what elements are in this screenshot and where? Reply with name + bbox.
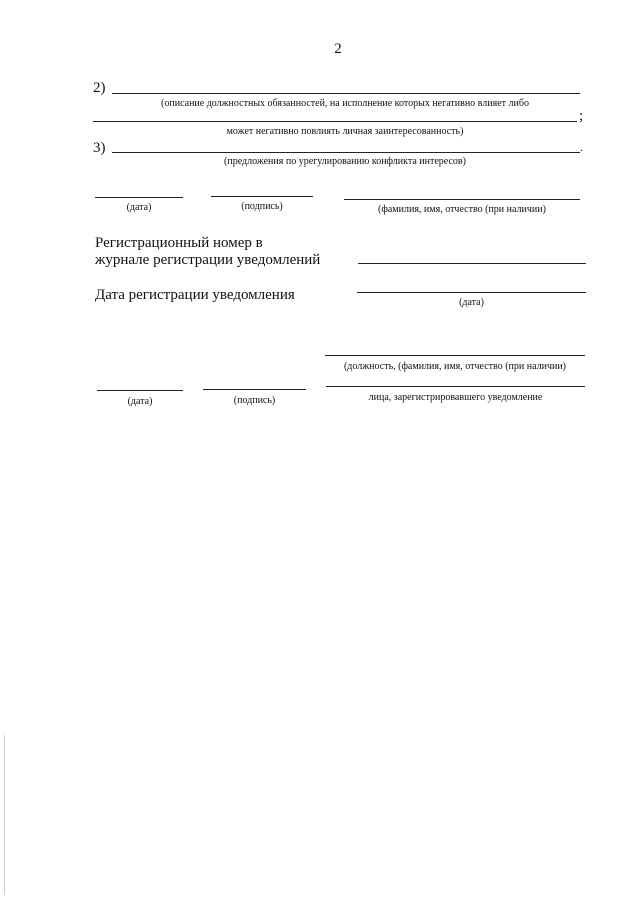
registration-date-label: Дата регистрации уведомления	[95, 287, 295, 303]
sig2-position-line	[325, 355, 585, 356]
sig2-date-line	[97, 390, 183, 391]
item3-line	[112, 152, 580, 153]
sig1-date-line	[95, 197, 183, 198]
scan-edge	[4, 735, 5, 895]
item3-number: 3)	[93, 140, 106, 156]
registration-number-label-1: Регистрационный номер в	[95, 235, 263, 251]
sig2-person-line	[326, 386, 585, 387]
sig1-fio-line	[344, 199, 580, 200]
item2-number: 2)	[93, 80, 106, 96]
sig2-signature-line	[203, 389, 306, 390]
registration-date-line	[357, 292, 586, 293]
item2-line-1	[112, 93, 580, 94]
registration-number-line	[358, 263, 586, 264]
item3-end-mark: .	[580, 140, 583, 154]
item2-caption-1: (описание должностных обязанностей, на исполнение которых негативно влияет либо	[161, 98, 529, 109]
item3-caption: (предложения по урегулированию конфликта интересов)	[224, 156, 466, 167]
registration-date-caption: (дата)	[459, 297, 484, 308]
item2-caption-2: может негативно повлиять личная заинтересованность)	[226, 126, 464, 137]
sig2-date-caption: (дата)	[127, 396, 153, 407]
sig1-date-caption: (дата)	[126, 202, 152, 213]
sig1-fio-caption: (фамилия, имя, отчество (при наличии)	[378, 204, 546, 215]
page-number: 2	[334, 41, 342, 57]
sig1-signature-line	[211, 196, 313, 197]
sig2-person-caption: лица, зарегистрировавшего уведомление	[368, 392, 543, 403]
item2-end-mark: ;	[579, 108, 584, 124]
item2-line-2	[93, 121, 577, 122]
sig2-signature-caption: (подпись)	[233, 395, 276, 406]
registration-number-label-2: журнале регистрации уведомлений	[95, 252, 321, 268]
sig2-position-caption: (должность, (фамилия, имя, отчество (при наличии)	[343, 361, 567, 372]
sig1-signature-caption: (подпись)	[241, 201, 283, 212]
